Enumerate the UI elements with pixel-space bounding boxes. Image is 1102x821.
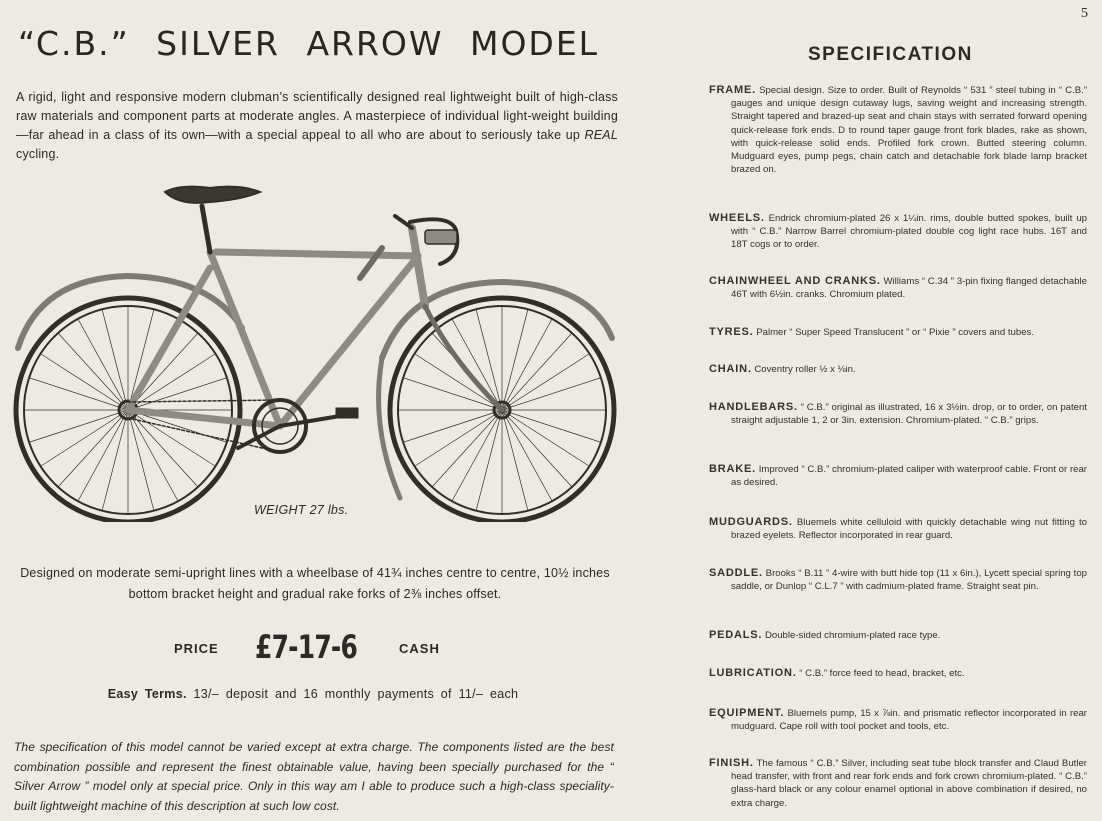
dimensions-paragraph [12,563,618,605]
spec-mudguards [709,516,1087,542]
spec-key: HANDLEBARS. [709,401,798,413]
intro-end-text: cycling. [16,147,60,161]
spec-text: Bluemels white celluloid with quickly detachable wing nut fitting to brazed eyelets. Reflector incorporated in rear guard. [731,517,1087,542]
specification-heading: SPECIFICATION [808,44,973,65]
specification-note: The specification of this model cannot be varied except at extra charge. The components listed are the best combination possible and represent the finest obtainable value, having been specially purchased for the “ Silver Arrow ” model only at special price. Only in this way am I able to produce such a high-class speciality-built lightweight machine of this description at such low cost. [14,740,614,813]
spec-text: Improved “ C.B.” chromium-plated caliper with waterproof cable. Front or rear as desired. [731,464,1088,489]
intro-paragraph [16,88,618,164]
spec-chain [709,363,1087,376]
dimensions-line-1: Designed on moderate semi-upright lines with a wheelbase of 41¾ inches centre to centre, 10½ inches [20,566,610,580]
page-title: “C.B.” SILVER ARROW MODEL [18,24,600,63]
spec-text: Special design. Size to order. Built of Reynolds “ 531 ” steel tubing in “ C.B.” gauges and unique design cutaway lugs, saving weight and increasing strength. Straight tapered and brazed-up seat and chain stays with serrated forward opening quick-release fork ends. D to round taper gauge front fork blades, rake as shown, with quick-release solid ends. Profiled fork crown. Butted steering column. Mudguard eyes, pump pegs, chain catch and detachable fork blade lamp bracket brazed on. [731,85,1087,176]
easy-terms [0,687,626,701]
spec-key: TYRES. [709,326,754,338]
spec-handlebars [709,401,1087,427]
spec-brake [709,463,1087,489]
spec-text: “ C.B.” force feed to head, bracket, etc. [799,668,965,679]
spec-text: Coventry roller ½ x ⅛in. [754,364,856,375]
spec-text: The famous “ C.B.” Silver, including seat tube block transfer and Claud Butler head transfer, with front and rear fork ends and fork crown chromium-plated. “ C.B.” glass-hard black or any colour enamel optional in above combination if desired, no extra charge. [731,758,1087,809]
price-value: £7-17-6 [255,628,358,666]
spec-key: WHEELS. [709,212,765,224]
terms-text: 13/– deposit and 16 monthly payments of 11/– each [193,687,519,701]
spec-key: BRAKE. [709,463,756,475]
spec-chainwheel [709,275,1087,301]
spec-text: Brooks “ B.11 ” 4-wire with butt hide top (11 x 6in.), Lycett special spring top saddle, or Dunlop “ C.L.7 ” with cadmium-plated frame. Straight seat pin. [731,568,1087,593]
spec-frame [709,84,1087,176]
spec-key: LUBRICATION. [709,667,797,679]
price-label: PRICE [174,641,219,656]
spec-key: EQUIPMENT. [709,707,785,719]
spec-text: Palmer “ Super Speed Translucent ” or “ Pixie ” covers and tubes. [756,327,1035,338]
weight-caption: WEIGHT 27 lbs. [254,503,349,517]
spec-key: MUDGUARDS. [709,516,793,528]
intro-emphasis: REAL [584,128,618,142]
bicycle-illustration [10,178,630,522]
intro-main-text: A rigid, light and responsive modern clubman’s scientifically designed real lightweight built of high-class raw materials and component parts at moderate angles. A masterpiece of individual light-weight building—far ahead in a class of its own—with a special appeal to all who are about to seriously take up [16,90,618,142]
spec-text: “ C.B.” original as illustrated, 16 x 3½in. drop, or to order, on patent straight adjustable 1, 2 or 3in. extension. Chromium-plated. “ C.B.” grips. [731,402,1088,427]
page-number: 5 [1081,6,1088,21]
spec-text: Endrick chromium-plated 26 x 1¼in. rims, double butted spokes, built up with “ C.B.” Narrow Barrel chromium-plated double cog light race hubs. 16T and 18T cogs or to order. [731,213,1087,251]
spec-lubrication [709,667,1087,680]
spec-tyres [709,326,1087,339]
spec-key: SADDLE. [709,567,763,579]
spec-text: Williams “ C.34 ” 3-pin fixing flanged detachable 46T with 6½in. cranks. Chromium plated. [731,276,1088,301]
spec-wheels [709,212,1087,252]
spec-key: FINISH. [709,757,754,769]
price-row [0,630,640,674]
specification-column [690,0,1092,821]
spec-equipment [709,707,1087,733]
terms-label: Easy Terms. [107,687,187,701]
spec-text: Double-sided chromium-plated race type. [764,630,941,641]
spec-key: CHAINWHEEL AND CRANKS. [709,275,881,287]
spec-key: FRAME. [709,84,756,96]
spec-saddle [709,567,1087,593]
dimensions-line-2: bottom bracket height and gradual rake forks of 2⅜ inches offset. [128,587,502,601]
spec-key: PEDALS. [709,629,763,641]
cash-label: CASH [399,641,440,656]
spec-text: Bluemels pump, 15 x ⅞in. and prismatic reflector incorporated in rear mudguard. Cape roll with tool pocket and tools, etc. [731,708,1088,733]
spec-pedals [709,629,1087,642]
spec-finish [709,757,1087,810]
spec-key: CHAIN. [709,363,752,375]
